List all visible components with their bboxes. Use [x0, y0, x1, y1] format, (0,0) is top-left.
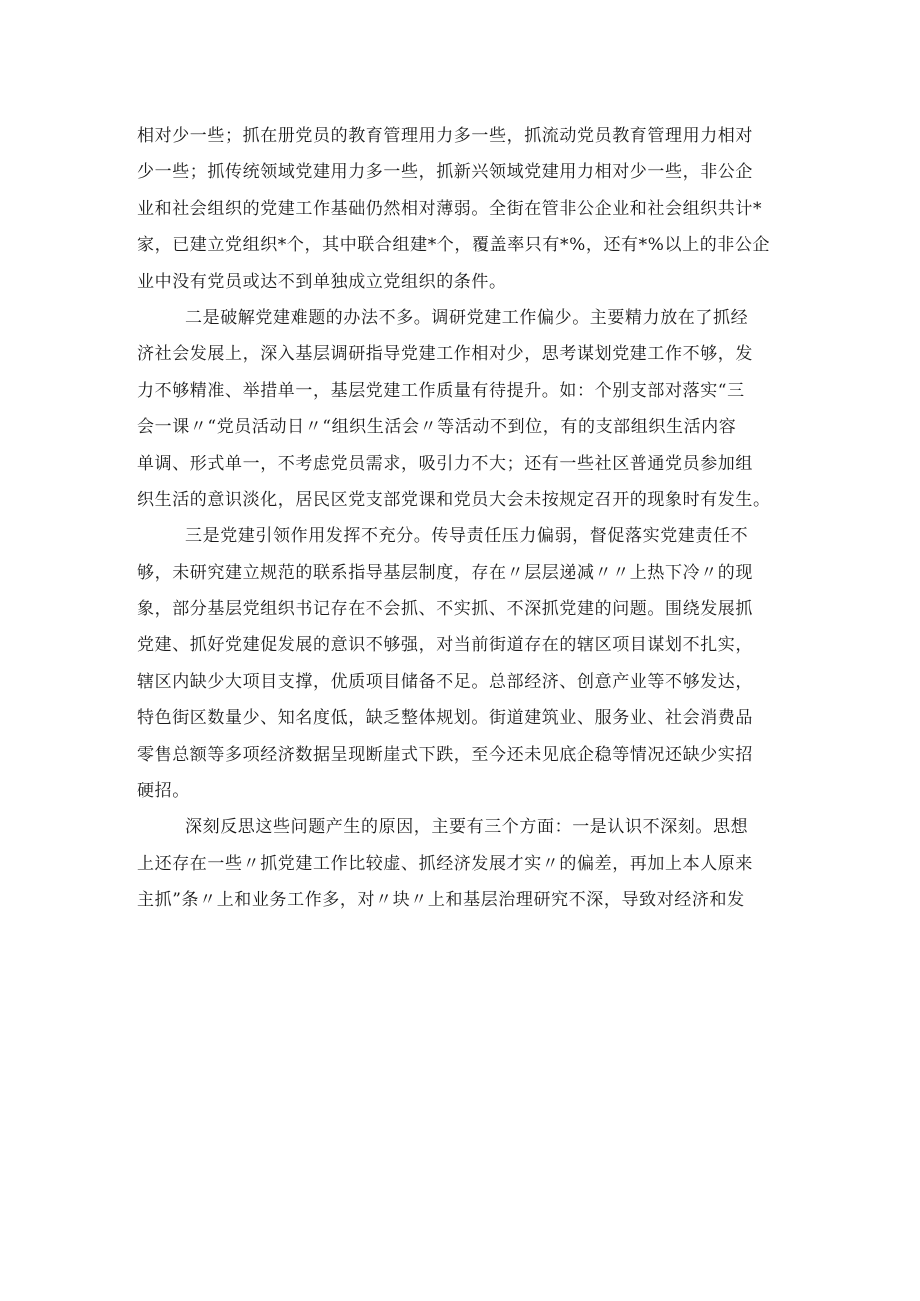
text-line: 上还存在一些〃抓党建工作比较虚、抓经济发展才实〃的偏差，再加上本人原来 — [137, 853, 753, 874]
text-line: 辖区内缺少大项目支撑，优质项目储备不足。总部经济、创意产业等不够发达， — [137, 671, 753, 692]
text-line: 党建、抓好党建促发展的意识不够强，对当前街道存在的辖区项目谋划不扎实， — [137, 635, 753, 656]
document-body — [137, 118, 787, 919]
text-line: 会一课〃“党员活动日〃“组织生活会〃等活动不到位，有的支部组织生活内容 — [137, 417, 737, 438]
text-line: 单调、形式单一，不考虑党员需求，吸引力不大；还有一些社区普通党员参加组 — [137, 453, 753, 474]
text-line: 业中没有党员或达不到单独成立党组织的条件。 — [137, 271, 507, 292]
paragraph-first-line: 二是破解党建难题的办法不多。调研党建工作偏少。主要精力放在了抓经 — [185, 307, 749, 328]
paragraph-first-line: 三是党建引领作用发挥不充分。传导责任压力偏弱，督促落实党建责任不 — [185, 526, 749, 547]
text-line: 少一些；抓传统领域党建用力多一些，抓新兴领域党建用力相对少一些，非公企 — [137, 162, 753, 183]
text-line: 济社会发展上，深入基层调研指导党建工作相对少，思考谋划党建工作不够，发 — [137, 344, 753, 365]
text-line: 够，未研究建立规范的联系指导基层制度，存在〃层层递减〃〃上热下冷〃的现 — [137, 562, 753, 583]
text-line: 业和社会组织的党建工作基础仍然相对薄弱。全街在管非公企业和社会组织共计* — [137, 198, 763, 219]
text-line: 织生活的意识淡化，居民区党支部党课和党员大会未按规定召开的现象时有发生。 — [137, 489, 771, 510]
paragraph-first-line: 深刻反思这些问题产生的原因，主要有三个方面：一是认识不深刻。思想 — [185, 817, 749, 838]
text-line: 主抓”条〃上和业务工作多，对〃块〃上和基层治理研究不深，导致对经济和发 — [137, 890, 745, 911]
text-line: 相对少一些；抓在册党员的教育管理用力多一些，抓流动党员教育管理用力相对 — [137, 126, 753, 146]
text-line: 象，部分基层党组织书记存在不会抓、不实抓、不深抓党建的问题。围绕发展抓 — [137, 599, 753, 620]
text-line: 家，已建立党组织*个，其中联合组建*个，覆盖率只有*%，还有*%以上的非公企 — [137, 235, 771, 256]
text-line: 硬招。 — [137, 781, 190, 802]
text-line: 特色街区数量少、知名度低，缺乏整体规划。街道建筑业、服务业、社会消费品 — [137, 708, 753, 729]
text-line: 零售总额等多项经济数据呈现断崖式下跌，至今还未见底企稳等情况还缺少实招 — [137, 744, 753, 765]
text-line: 力不够精准、举措单一，基层党建工作质量有待提升。如：个别支部对落实“三 — [137, 380, 745, 401]
